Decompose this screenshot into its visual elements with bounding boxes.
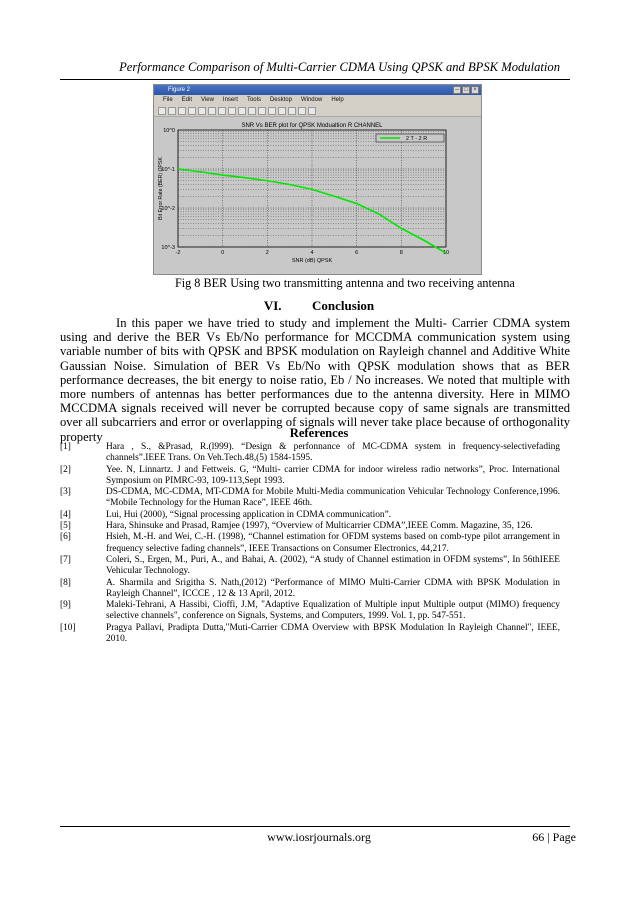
reference-text: Hara , S., &Prasad, R.(l999). “Design & perfonnance of MC-CDMA system in frequency-selectivefading channels”.IEEE Trans. On Veh.Tech.48,(5) 1584-1595.: [106, 442, 560, 464]
references-list: [60, 442, 560, 645]
reference-text: Hsieh, M.-H. and Wei, C.-H. (1998), “Channel estimation for OFDM systems based on comb-type pilot arrangement in frequency selective fading channels”, IEEE Transactions on Consumer Electronics, 44,217.: [106, 532, 560, 554]
reference-number: [5]: [60, 521, 71, 532]
hide-tools-icon[interactable]: [308, 107, 316, 115]
open-folder-icon[interactable]: [168, 107, 176, 115]
x-tick-label: 10: [442, 250, 450, 256]
reference-text: Pragya Pallavi, Pradipta Dutta,"Muti-Carrier CDMA Overview with BPSK Modulation In Rayleigh Channel", IEEE, 2010.: [106, 622, 560, 645]
x-tick-label: 6: [355, 250, 359, 256]
grid-icon[interactable]: [298, 107, 306, 115]
running-header: Performance Comparison of Multi-Carrier CDMA Using QPSK and BPSK Modulation: [119, 60, 560, 74]
x-tick-label: -2: [175, 250, 181, 256]
save-icon[interactable]: [178, 107, 186, 115]
link-icon[interactable]: [268, 107, 276, 115]
colorbar-icon[interactable]: [278, 107, 286, 115]
y-tick-label: 10^-2: [161, 206, 175, 212]
reference-text: Hara, Shinsuke and Prasad, Ramjee (1997), “Overview of Multicarrier CDMA”,IEEE Comm. Magazine, 35, 126.: [106, 521, 533, 532]
reference-item: [60, 442, 560, 465]
x-tick-label: 2: [265, 250, 269, 256]
y-tick-label: 10^0: [163, 128, 175, 134]
pan-icon[interactable]: [228, 107, 236, 115]
data-cursor-icon[interactable]: [248, 107, 256, 115]
reference-number: [9]: [60, 600, 71, 611]
print-icon[interactable]: [188, 107, 196, 115]
reference-text: A. Sharmila and Srigitha S. Nath,(2012) “Performance of MIMO Multi-Carrier CDMA with BPSK Modulation in Rayleigh Channel”, ICCCE , 12 & 13 April, 2012.: [106, 577, 560, 599]
reference-item: [60, 623, 560, 646]
figure-menubar: [154, 95, 481, 105]
figure-caption: Fig 8 BER Using two transmitting antenna and two receiving antenna: [175, 276, 515, 290]
footer-website: www.iosrjournals.org: [267, 830, 371, 844]
menu-tools[interactable]: Tools: [246, 97, 261, 103]
y-tick-label: 10^-1: [161, 167, 175, 173]
reference-text: Yee. N, Linnartz. J and Fettweis. G, “Multi- carrier CDMA for indoor wireless radio networks”, Proc. International Symposium on PIMRC-93, 109-113,Sept 1993.: [106, 464, 560, 486]
matlab-figure-window: [153, 84, 482, 275]
reference-item: [60, 465, 560, 488]
figure-titlebar: [154, 85, 481, 95]
close-button[interactable]: ×: [471, 86, 479, 94]
y-tick-label: 10^-3: [161, 245, 175, 251]
x-axis-label: SNR (dB) QPSK: [291, 258, 333, 264]
reference-number: [2]: [60, 464, 71, 475]
menu-view[interactable]: View: [201, 97, 214, 103]
chart-title: SNR Vs BER plot for QPSK Modualtion R CHANNEL: [241, 123, 383, 129]
y-axis-label: Bit Error Rate (BER) QPSK: [158, 157, 164, 220]
legend-label: 2 T - 2 R: [406, 136, 428, 143]
maximize-button[interactable]: □: [462, 86, 470, 94]
x-tick-label: 4: [310, 250, 314, 256]
figure-window-title: Figure 2: [168, 87, 191, 93]
brush-icon[interactable]: [258, 107, 266, 115]
menu-help[interactable]: Help: [331, 97, 344, 103]
reference-text: DS-CDMA, MC-CDMA, MT-CDMA for Mobile Multi-Media communication Vehicular Technology Conference,1996. “Mobile Technology for the Human Race”, IEEE 46th.: [106, 487, 560, 509]
reference-item: [60, 521, 560, 532]
reference-item: [60, 578, 560, 601]
menu-insert[interactable]: Insert: [222, 97, 238, 103]
conclusion-body: [60, 316, 570, 444]
section-title: Conclusion: [312, 298, 375, 313]
new-file-icon[interactable]: [158, 107, 166, 115]
reference-text: Maleki-Tehrani, A Hassibi, Cioffi, J.M, "Adaptive Equalization of Multiple input Multiple output (MIMO) frequency selective channels", conference on Signals, Systems, and Computers, 1999. Vol. 1, pp. 547-551.: [106, 600, 560, 622]
minimize-button[interactable]: –: [453, 86, 461, 94]
reference-text: Lui, Hui (2000), “Signal processing application in CDMA communication”.: [106, 509, 392, 520]
menu-edit[interactable]: Edit: [181, 97, 193, 103]
rotate-icon[interactable]: [238, 107, 246, 115]
x-tick-label: 8: [399, 250, 403, 256]
zoom-in-icon[interactable]: [208, 107, 216, 115]
reference-text: Coleri, S., Ergen, M., Puri, A., and Bahai, A. (2002), “A study of Channel estimation in OFDM systems”, In 56thIEEE Vehicular Technology.: [106, 554, 560, 577]
menu-window[interactable]: Window: [300, 97, 323, 103]
reference-item: [60, 555, 560, 578]
header-rule: [60, 79, 570, 80]
reference-item: [60, 487, 560, 510]
figure-canvas: [154, 117, 481, 274]
section-number: VI.: [263, 298, 282, 313]
reference-number: [10]: [60, 622, 76, 633]
reference-number: [6]: [60, 532, 71, 543]
footer-rule: [60, 826, 570, 827]
reference-number: [1]: [60, 442, 71, 452]
reference-number: [7]: [60, 554, 71, 565]
x-tick-label: 0: [221, 250, 225, 256]
reference-number: [3]: [60, 487, 71, 498]
figure-toolbar: [154, 105, 481, 117]
zoom-out-icon[interactable]: [218, 107, 226, 115]
menu-file[interactable]: File: [163, 97, 173, 103]
references-heading: References: [289, 426, 349, 440]
reference-item: [60, 600, 560, 623]
menu-desktop[interactable]: Desktop: [269, 97, 292, 103]
conclusion-paragraph: In this paper we have tried to study and implement the Multi- Carrier CDMA system using and derive the BER Vs Eb/No performance for MCCDMA communication system using variable number of bits with QPSK and BPSK modulation on Rayleigh channel and Additive White Gaussian Noise. Simulation of BER Vs Eb/No with QPSK modulation shows that as BER performance decreases, the bit energy to noise ratio, Eb / No increases. We noted that multiple with more numbers of antennas has better performances due to the antenna diversity. Here in MIMO MCCDMA signals received will never be corrupted because copy of same signals are transmitted over all subcarriers and error or overlapping of signals will never take place because of orthogonality property: [60, 316, 570, 444]
section-heading: [0, 298, 638, 314]
legend-icon[interactable]: [288, 107, 296, 115]
reference-item: [60, 532, 560, 555]
ber-chart: [154, 117, 481, 274]
footer-page-number: 66 | Page: [532, 830, 576, 844]
reference-item: [60, 510, 560, 521]
reference-number: [8]: [60, 577, 71, 588]
reference-number: [4]: [60, 509, 71, 520]
pointer-icon[interactable]: [198, 107, 206, 115]
